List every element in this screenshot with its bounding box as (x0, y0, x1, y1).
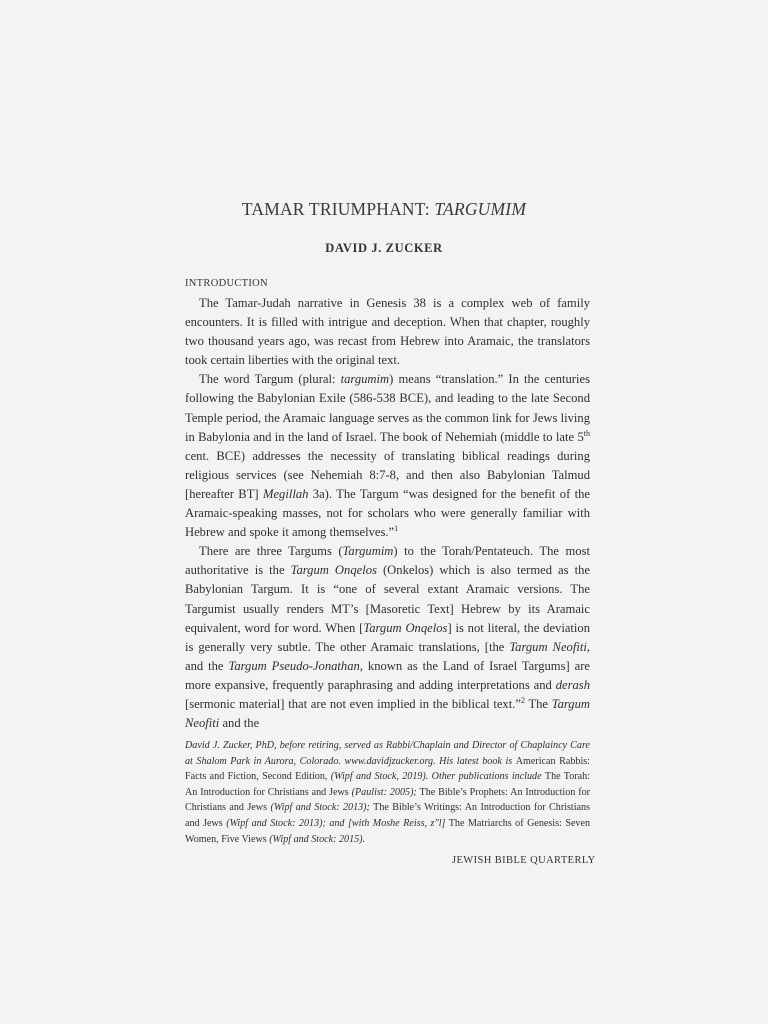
italic-text: (Wipf and Stock: 2015). (269, 833, 366, 845)
paragraph (185, 542, 590, 733)
article-body (185, 294, 590, 733)
italic-text: Targum Neofiti (509, 639, 587, 654)
text-run: [sermonic material] that are not even implied in the biblical text.” (185, 696, 521, 711)
author-footnote (185, 738, 590, 847)
text-run: The Bible’s Writings: An Introduction for Christians and Jews (185, 802, 590, 829)
italic-text: Targumim (342, 544, 394, 559)
italic-text: targumim (340, 372, 390, 387)
text-run: The Bible’s Prophets: An Introduction for Christians and Jews (185, 786, 590, 814)
italic-text: David J. Zucker, PhD, before retiring, served as Rabbi/Chaplain and Director of Chaplaincy Care at Shalom Park in Aurora, Colorado. www.davidjzucker.org. His latest book is (185, 740, 590, 767)
text-run: The Matriarchs of Genesis: Seven Women, Five Views (185, 817, 591, 845)
italic-text: Targum Onqelos (290, 563, 377, 578)
text-run: , known as the Land of Israel Targums] are more expansive, frequently paraphrasing and adding interpretations and (185, 658, 591, 692)
title-italic: TARGUMIM (434, 199, 527, 219)
text-run: , and the (185, 639, 590, 673)
title-main: TAMAR TRIUMPHANT: (241, 199, 435, 219)
text-run: cent. BCE) addresses the necessity of translating biblical readings during religious services (see Nehemiah 8:7-8, and then also Babylonian Talmud [hereafter BT] (185, 448, 590, 501)
italic-text: (Wipf and Stock: 2013); (270, 802, 370, 814)
text-run: ] is not literal, the deviation is generally very subtle. The other Aramaic translations, [the (185, 620, 591, 654)
italic-text: derash (555, 677, 590, 692)
text-run: (Onkelos) which is also termed as the Babylonian Targum. It is “one of several extant Aramaic versions. The Targumist usually renders MT’s [Masoretic Text] Hebrew by its Aramaic equivalent, word for word. When [ (185, 563, 590, 635)
text-run: ) means “translation.” In the centuries following the Babylonian Exile (586-538 BCE), and leading to the late Second Temple period, the Aramaic language serves as the common link for Jews living in Babylonia and in the land of Israel. The book of Nehemiah (middle to late 5 (185, 372, 590, 444)
italic-text: (Wipf and Stock, 2019). Other publications include (330, 771, 545, 783)
italic-text: Targum Onqelos (363, 620, 448, 635)
footnote-ref: th (583, 428, 590, 438)
text-run: The (524, 696, 552, 711)
author-name: DAVID J. ZUCKER (325, 241, 443, 255)
footnote-ref: 1 (394, 523, 399, 533)
italic-text: Targum Neofiti (185, 696, 590, 731)
text-run: ) to the Torah/Pentateuch. The most authoritative is the (185, 544, 591, 578)
text-run: The Torah: An Introduction for Christians and Jews (185, 771, 590, 798)
text-run: The Tamar-Judah narrative in Genesis 38 is a complex web of family encounters. It is filled with intrigue and deception. When that chapter, roughly two thousand years ago, was recast from Hebrew into Aramaic, the translators took certain liberties with the original text. (185, 296, 590, 368)
paragraph (185, 294, 590, 370)
italic-text: Megillah (262, 486, 309, 501)
article-title (0, 199, 768, 220)
text-run: The word Targum (plural: (199, 372, 341, 387)
italic-text: (Wipf and Stock: 2013); and [with Moshe Reiss, z"l] (226, 817, 446, 829)
section-heading: INTRODUCTION (185, 278, 268, 289)
italic-text: (Paulist: 2005); (351, 786, 417, 798)
text-run: 3a). The Targum “was designed for the benefit of the Aramaic-speaking masses, not for scholars who were generally familiar with Hebrew and spoke it among themselves.” (185, 486, 591, 540)
italic-text: Targum Pseudo-Jonathan (228, 658, 360, 673)
text-run: American Rabbis: Facts and Fiction, Second Edition, (185, 755, 590, 783)
text-run: There are three Targums ( (199, 544, 343, 559)
journal-name: JEWISH BIBLE QUARTERLY (452, 855, 596, 866)
footnote-ref: 2 (520, 695, 525, 705)
paragraph (185, 370, 590, 542)
text-run: and the (219, 716, 260, 731)
